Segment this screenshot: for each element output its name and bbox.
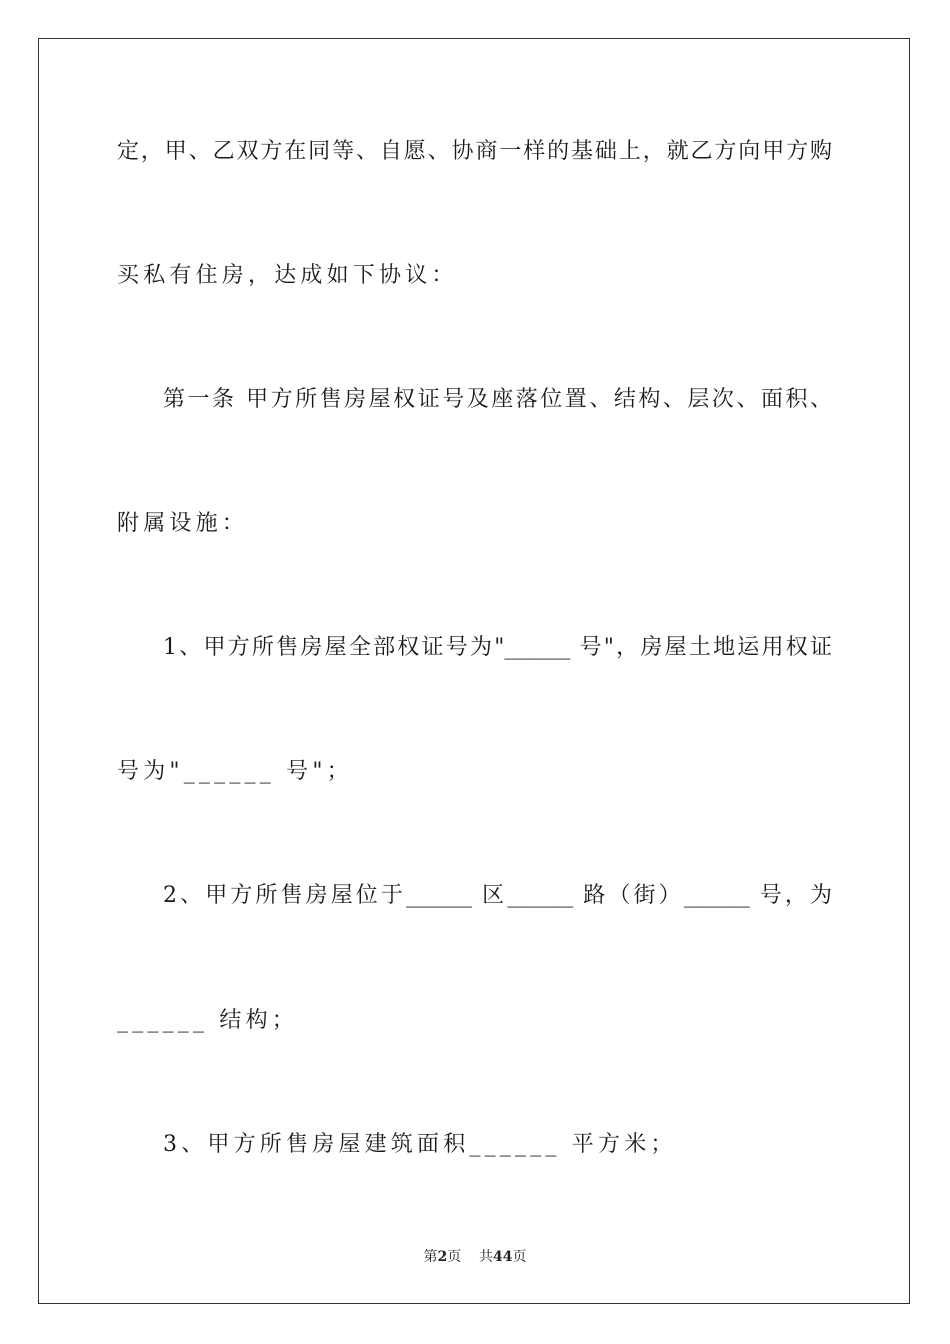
footer-total-suffix: 页 (512, 1249, 527, 1265)
article-1-heading-line: 第一条 甲方所售房屋权证号及座落位置、结构、层次、面积、 (163, 387, 832, 412)
page-footer (0, 1248, 950, 1266)
article-1-heading-continuation: 附属设施： (117, 511, 249, 536)
footer-page-number: 2 (437, 1249, 448, 1265)
footer-page-prefix: 第 (423, 1249, 438, 1265)
paragraph-line-1: 定，甲、乙双方在同等、自愿、协商一样的基础上，就乙方向甲方购 (117, 139, 832, 164)
paragraph-line-2: 买私有住房，达成如下协议： (117, 263, 458, 288)
footer-page-suffix: 页 (447, 1249, 462, 1265)
clause-3-line-1: 3、甲方所售房屋建筑面积______ 平方米； (163, 1132, 677, 1157)
footer-total-pages: 44 (493, 1249, 513, 1265)
footer-total-prefix: 共 (479, 1249, 494, 1265)
page-border (38, 38, 910, 1304)
clause-2-line-2: ______ 结构； (117, 1008, 298, 1033)
clause-1-line-2: 号为"______ 号"； (117, 759, 353, 784)
clause-2-line-1: 2、甲方所售房屋位于______ 区______ 路（街）______ 号，为 (163, 883, 832, 908)
clause-1-line-1: 1、甲方所售房屋全部权证号为"______ 号"，房屋土地运用权证 (163, 635, 832, 660)
